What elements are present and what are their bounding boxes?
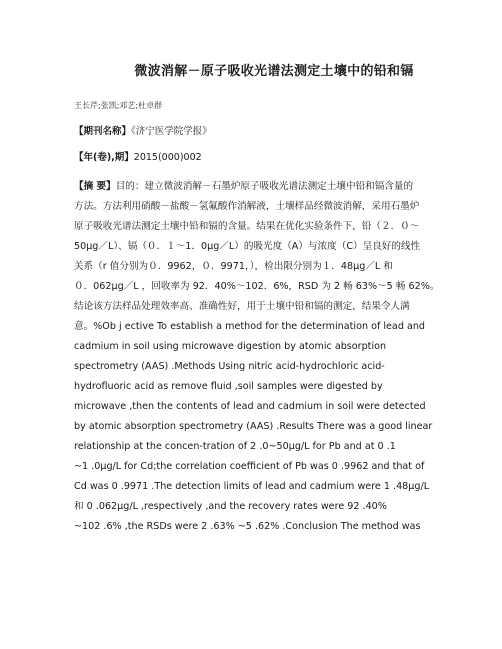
abstract-line: spectrometry (AAS) .Methods Using nitric acid-hydrochloric acid-	[74, 361, 385, 372]
abstract-line: 关系（r 值分别为０．9962，０．9971，），检出限分别为１．48μg／L 和	[74, 261, 393, 272]
journal-label: 【期刊名称】	[74, 126, 132, 137]
abstract-line: relationship at the concen-tration of 2 .0~50μg/L for Pb and at 0 .1	[74, 441, 396, 452]
abstract-line: ~102 .6% ,the RSDs were 2 .63% ~5 .62% .Conclusion The method was	[74, 521, 421, 532]
abstract-line: 意。%Ob j ective To establish a method for the determination of lead and	[74, 321, 426, 332]
abstract-line: 50μg／L）、镉（０．１～1．0μg／L）的吸光度（A）与浓度（C）呈良好的线性	[74, 241, 421, 252]
abstract-line: cadmium in soil using microwave digestion by atomic absorption	[74, 341, 387, 352]
abstract-line: 和 0 .062μg/L ,respectively ,and the recovery rates were 92 .40%	[74, 501, 387, 512]
issue-line	[74, 151, 474, 164]
issue-value: 2015(000)002	[133, 152, 202, 163]
abstract-line: 原子吸收光谱法测定土壤中铅和镉的含量。结果在优化实验条件下，铅（２．０～	[74, 221, 420, 232]
abstract-line: microwave ,then the contents of lead and cadmium in soil were detected	[74, 401, 426, 412]
abstract-line: by atomic absorption spectrometry (AAS) .Results There was a good linear	[74, 421, 433, 432]
issue-label: 【年(卷),期】	[74, 152, 134, 163]
abstract-block	[74, 177, 474, 537]
journal-value: 《济宁医学院学报》	[131, 126, 212, 137]
abstract-text: 目的：建立微波消解－石墨炉原子吸收光谱法测定土壤中铅和镉含量的	[115, 181, 414, 192]
abstract-line	[74, 177, 474, 197]
abstract-line: Cd was 0 .9971 .The detection limits of lead and cadmium were 1 .48μg/L	[74, 481, 430, 492]
authors-line: 王长芹;张凯;邓艺;杜卓群	[74, 101, 163, 110]
paper-title: 微波消解－原子吸收光谱法测定土壤中的铅和镉	[134, 64, 414, 79]
abstract-line: hydrofluoric acid as remove fluid ,soil samples were digested by	[74, 381, 383, 392]
abstract-line: 方法。方法利用硝酸－盐酸－氢氟酸作消解液，土壤样品经微波消解，采用石墨炉	[74, 201, 420, 212]
abstract-line: 结论该方法样品处理效率高、准确性好，用于土壤中铅和镉的测定，结果令人满	[74, 301, 410, 312]
abstract-label: 【摘 要】	[74, 181, 116, 192]
abstract-line: ~1 .0μg/L for Cd;the correlation coefficient of Pb was 0 .9962 and that of	[74, 461, 425, 472]
abstract-line: ０．062μg／L ，回收率为 92．40%～102．6%，RSD 为 2 畅 63%～5 畅 62%。	[74, 281, 440, 292]
journal-line	[74, 125, 474, 138]
